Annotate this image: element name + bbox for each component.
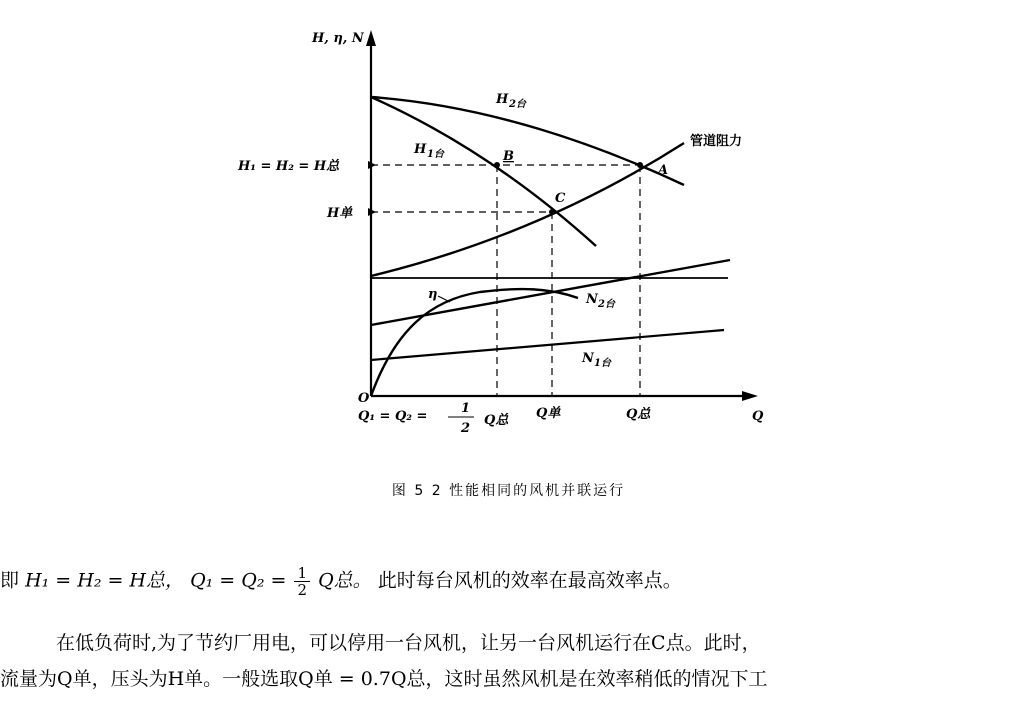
q-expr-left: Q₁ = Q₂ = <box>358 409 428 424</box>
line1-eq2: Q₁ = Q₂ = <box>190 569 287 592</box>
point-c-dot <box>549 209 555 215</box>
point-b-label: B <box>503 149 514 164</box>
h-one-sub: 1台 <box>427 149 444 160</box>
q-frac-num: 1 <box>461 401 471 416</box>
n-one-fan-line <box>371 330 724 360</box>
q-total-label: Q总 <box>626 407 651 422</box>
eta-label: η <box>428 287 438 302</box>
line1-frac-den: 2 <box>297 581 308 599</box>
x-axis-arrow <box>742 391 758 401</box>
x-axis-label: Q <box>752 409 764 424</box>
h-two-label: H <box>496 92 509 107</box>
line1-suffix: 此时每台风机的效率在最高效率点。 <box>377 569 682 592</box>
y-axis-arrow <box>366 30 376 46</box>
h-single-tick-label: H单 <box>327 206 353 221</box>
pipe-label: 管道阻力 <box>690 134 743 149</box>
n-one-sub: 1台 <box>594 358 611 369</box>
eta-leader <box>438 296 450 302</box>
y-axis-label: H, η, N <box>312 31 364 46</box>
n-one-label: N <box>582 351 594 366</box>
point-b-dot <box>494 162 500 168</box>
line1-eq3: Q总。 <box>318 569 372 592</box>
h-one-label: H <box>414 142 427 157</box>
h-equal-tick-label: H₁ = H₂ = H总 <box>238 159 340 174</box>
line1-eq1: H₁ = H₂ = H总， <box>25 569 185 592</box>
q-single-label: Q单 <box>536 406 561 421</box>
n-two-label: N <box>586 292 598 307</box>
point-c-label: C <box>555 191 566 206</box>
paragraph-line-2: 在低负荷时,为了节约厂用电，可以停用一台风机，让另一台风机运行在C点。此时， <box>56 632 761 654</box>
figure-caption: 图 5 2 性能相同的风机并联运行 <box>391 483 626 499</box>
point-a-dot <box>637 162 643 168</box>
line1-fraction <box>294 565 310 598</box>
line1-frac-num: 1 <box>294 565 310 582</box>
origin-label: O <box>358 391 370 406</box>
h-one-fan-curve <box>371 97 596 246</box>
h-two-sub: 2台 <box>509 99 526 110</box>
line1-prefix: 即 <box>0 569 20 592</box>
paragraph-line-1 <box>0 565 1017 598</box>
paragraph-line-3: 流量为Q单，压头为H单。一般选取Q单 = 0.7Q总，这时虽然风机是在效率稍低的情况下工 <box>0 668 768 690</box>
q-total-half-label: Q总 <box>484 413 509 428</box>
q-frac-den: 2 <box>461 421 471 436</box>
n-two-sub: 2台 <box>598 299 615 310</box>
point-a-label: A <box>658 163 669 178</box>
